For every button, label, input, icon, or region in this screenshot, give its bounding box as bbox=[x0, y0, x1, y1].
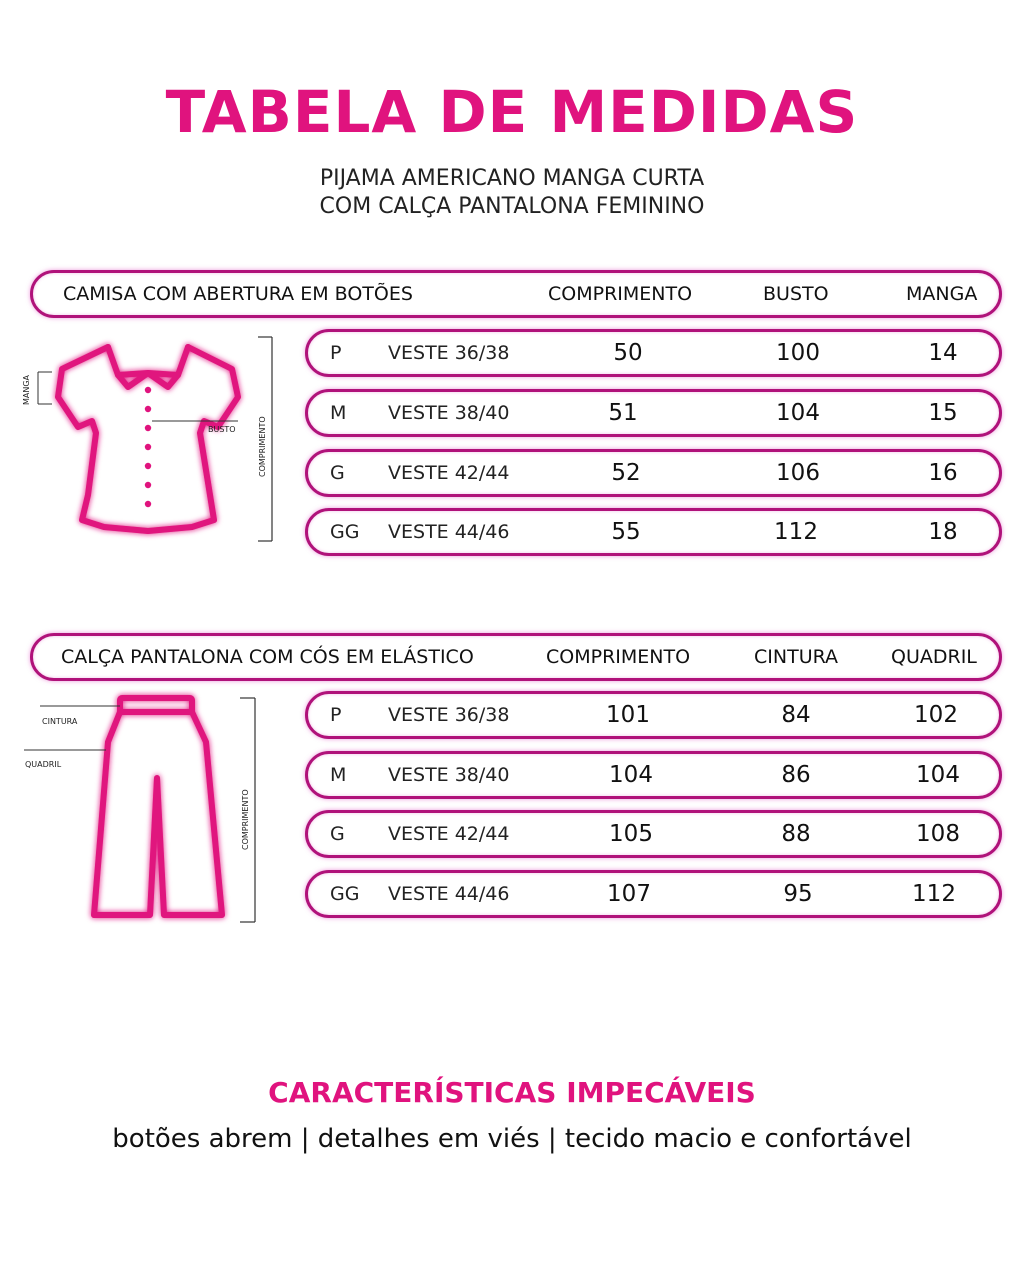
shirt-diagram bbox=[0, 325, 290, 560]
pants-table-header bbox=[30, 633, 1002, 681]
pants-row-g bbox=[305, 810, 1002, 858]
quadril-value: 108 bbox=[916, 821, 960, 847]
comprimento-value: 104 bbox=[609, 762, 653, 788]
shirt-comprimento-label: COMPRIMENTO bbox=[258, 416, 267, 477]
size-label: G bbox=[330, 462, 345, 484]
features-text: botões abrem | detalhes em viés | tecido macio e confortável bbox=[112, 1124, 912, 1154]
size-label: GG bbox=[330, 521, 360, 543]
busto-value: 104 bbox=[776, 400, 820, 426]
manga-value: 15 bbox=[928, 400, 958, 426]
quadril-label: QUADRIL bbox=[25, 760, 62, 769]
manga-value: 18 bbox=[928, 519, 958, 545]
pants-row-gg bbox=[305, 870, 1002, 918]
page-title: TABELA DE MEDIDAS bbox=[165, 78, 859, 146]
manga-marker bbox=[38, 372, 52, 404]
manga-value: 16 bbox=[928, 460, 958, 486]
shirt-table-title: CAMISA COM ABERTURA EM BOTÕES bbox=[63, 283, 413, 305]
cintura-value: 95 bbox=[783, 881, 813, 907]
shirt-col-comprimento: COMPRIMENTO bbox=[548, 283, 693, 305]
shirt-col-busto: BUSTO bbox=[763, 283, 829, 305]
pants-row-m bbox=[305, 751, 1002, 799]
shirt-row-p bbox=[305, 329, 1002, 377]
comprimento-value: 50 bbox=[613, 340, 643, 366]
features-title: CARACTERÍSTICAS IMPECÁVEIS bbox=[268, 1076, 756, 1109]
cintura-value: 88 bbox=[781, 821, 811, 847]
pants-row-p bbox=[305, 691, 1002, 739]
size-label: G bbox=[330, 823, 345, 845]
quadril-value: 112 bbox=[912, 881, 956, 907]
shirt-table-header bbox=[30, 270, 1002, 318]
pants-col-comprimento: COMPRIMENTO bbox=[546, 646, 691, 668]
size-label: GG bbox=[330, 883, 360, 905]
veste-label: VESTE 38/40 bbox=[388, 402, 510, 424]
pants-col-quadril: QUADRIL bbox=[891, 646, 977, 668]
comprimento-value: 55 bbox=[611, 519, 641, 545]
busto-value: 100 bbox=[776, 340, 820, 366]
subtitle-line-2: COM CALÇA PANTALONA FEMININO bbox=[319, 194, 705, 219]
pants-table-title: CALÇA PANTALONA COM CÓS EM ELÁSTICO bbox=[61, 646, 474, 668]
size-label: M bbox=[330, 764, 347, 786]
comprimento-value: 107 bbox=[607, 881, 651, 907]
comprimento-value: 101 bbox=[606, 702, 650, 728]
shirt-row-gg bbox=[305, 508, 1002, 556]
subtitle-line-1: PIJAMA AMERICANO MANGA CURTA bbox=[319, 166, 705, 191]
veste-label: VESTE 44/46 bbox=[388, 521, 510, 543]
shirt-buttons-icon bbox=[145, 387, 151, 507]
comprimento-value: 105 bbox=[609, 821, 653, 847]
busto-value: 106 bbox=[776, 460, 820, 486]
manga-value: 14 bbox=[928, 340, 958, 366]
shirt-row-g bbox=[305, 449, 1002, 497]
pants-comprimento-label: COMPRIMENTO bbox=[241, 789, 250, 850]
shirt-col-manga: MANGA bbox=[906, 283, 978, 305]
veste-label: VESTE 44/46 bbox=[388, 883, 510, 905]
veste-label: VESTE 42/44 bbox=[388, 823, 510, 845]
size-label: P bbox=[330, 704, 342, 726]
veste-label: VESTE 42/44 bbox=[388, 462, 510, 484]
quadril-value: 104 bbox=[916, 762, 960, 788]
quadril-value: 102 bbox=[914, 702, 958, 728]
shirt-row-m bbox=[305, 389, 1002, 437]
pants-diagram bbox=[0, 690, 290, 930]
comprimento-value: 52 bbox=[611, 460, 641, 486]
manga-label: MANGA bbox=[22, 374, 31, 405]
veste-label: VESTE 36/38 bbox=[388, 342, 510, 364]
cintura-value: 84 bbox=[781, 702, 811, 728]
cintura-label: CINTURA bbox=[42, 717, 78, 726]
pants-col-cintura: CINTURA bbox=[754, 646, 839, 668]
veste-label: VESTE 38/40 bbox=[388, 764, 510, 786]
busto-label: BUSTO bbox=[208, 425, 236, 434]
size-label: M bbox=[330, 402, 347, 424]
size-label: P bbox=[330, 342, 342, 364]
cintura-value: 86 bbox=[781, 762, 811, 788]
busto-value: 112 bbox=[774, 519, 818, 545]
comprimento-value: 51 bbox=[608, 400, 638, 426]
pants-outline-icon bbox=[94, 698, 222, 915]
veste-label: VESTE 36/38 bbox=[388, 704, 510, 726]
